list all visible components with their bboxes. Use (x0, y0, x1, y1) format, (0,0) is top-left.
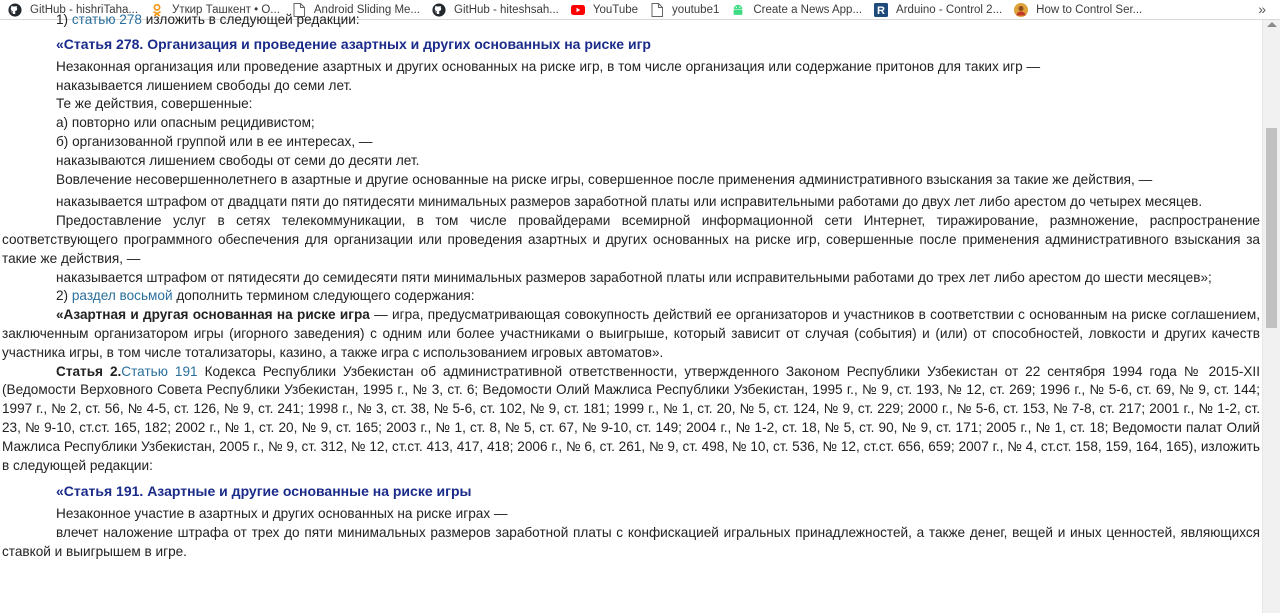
bookmark-label: youtube1 (672, 3, 720, 16)
item-1-line: 1) статью 278 изложить в следующей редакции: (56, 12, 360, 27)
section-eight-link[interactable]: раздел восьмой (71, 288, 173, 304)
bookmark-label: Android Sliding Me... (313, 3, 421, 16)
article-191-title: «Статья 191. Азартные и другие основанные на риске игры (56, 483, 472, 500)
article-278-link[interactable]: статью 278 (71, 12, 142, 27)
paragraph: Предоставление услуг в сетях телекоммуникации, в том числе провайдерами всемирной информационной сети Интернет, тиражирование, размножение, распространение соответствующего программного обеспечения для организации или проведения азартных и других основанных на риске игр, совершенные после применения административного взыскания за такие же действия, — (2, 213, 1260, 266)
paragraph: Незаконное участие в азартных и других основанных на риске играх — (56, 506, 508, 522)
bookmark-label: Create a News App... (753, 3, 863, 16)
gambling-term-definition: «Азартная и другая основанная на риске игра — игра, предусматривающая совокупность действий ее организаторов и участников в соответствии с основанным на риске соглашением, заключенным организатором игры (игорного заведения) с одним или более участниками о выигрыше, который зависит от случая (события) и (или) от способностей, ловкости и других качеств участника игры, в том числе тотализаторы, казино, а также игра с использованием игровых автоматов». (2, 307, 1260, 360)
article-2-paragraph: Статья 2.Статью 191 Кодекса Республики Узбекистан об административной ответственности, утвержденного Законом Республики Узбекистан от 22 сентября 1994 года № 2015-XII (Ведомости Верховного Совета Республики Узбекистан, 1995 г., № 3, ст. 6; Ведомости Олий Мажлиса Республики Узбекистан, 1995 г., № 9, ст. 193, № 12, ст. 269; 1996 г., № 5-6, ст. 69, № 9, ст. 144; 1997 г., № 2, ст. 56, № 4-5, ст. 126, № 9, ст. 241; 1998 г., № 3, ст. 38, № 5-6, ст. 102, № 9, ст. 181; 1999 г., № 1, ст. 20, № 5, ст. 124, № 9, ст. 229; 2000 г., № 5-6, ст. 153, № 7-8, ст. 217; 2001 г., № 1-2, ст. 23, № 9-10, ст.ст. 165, 182; 2002 г., № 1, ст. 20, № 9, ст. 165; 2003 г., № 1, ст. 8, № 5, ст. 67, № 9-10, ст. 149; 2004 г., № 1-2, ст. 18, № 5, ст. 90, № 9, ст. 171; 2005 г., № 1, ст. 18; Ведомости палат Олий Мажлиса Республики Узбекистан, 2005 г., № 9, ст. 312, № 12, ст.ст. 413, 417, 418; 2006 г., № 6, ст. 261, № 9, ст. 498, № 10, ст. 536, № 12, ст.ст. 656, 659; 2007 г., № 4, ст.ст. 158, 159, 164, 165), изложить в следующей редакции: (2, 363, 1260, 473)
bookmark-label: Arduino - Control 2... (896, 3, 1003, 16)
scroll-up-arrow-icon[interactable] (1267, 22, 1277, 27)
paragraph: б) организованной группой или в ее интересах, — (56, 133, 373, 149)
paragraph: наказывается лишением свободы до семи лет. (56, 77, 353, 93)
bookmark-label: How to Control Ser... (1036, 3, 1143, 16)
vertical-scrollbar[interactable] (1262, 20, 1280, 613)
item-2-line: 2) раздел восьмой дополнить термином следующего содержания: (56, 288, 475, 304)
paragraph: Те же действия, совершенные: (56, 96, 253, 112)
bookmark-label: GitHub - hishriTaha... (30, 3, 139, 16)
paragraph: наказывается штрафом от пятидесяти до семидесяти пяти минимальных размеров заработной платы или исправительными работами до трех лет либо арестом до шести месяцев»; (56, 269, 1212, 285)
article-191-link[interactable]: Статью 191 (121, 363, 198, 379)
paragraph: наказываются лишением свободы от семи до десяти лет. (56, 152, 420, 168)
paragraph: Вовлечение несовершеннолетнего в азартные и другие основанные на риске игры, совершенное после применения административного взыскания за такие же действия, — (56, 171, 1153, 187)
paragraph: Незаконная организация или проведение азартных и других основанных на риске игр, в том числе организация или содержание притонов для таких игр — (56, 58, 1041, 74)
bookmarks-overflow-icon[interactable]: » (1258, 1, 1266, 17)
bookmark-label: Уткир Ташкент • О... (172, 3, 280, 16)
bookmark-label: YouTube (592, 3, 639, 16)
bookmark-label: GitHub - hiteshsah... (454, 3, 559, 16)
scrollbar-thumb[interactable] (1266, 128, 1277, 328)
paragraph: наказывается штрафом от двадцати пяти до пятидесяти минимальных размеров заработной платы или исправительными работами до двух лет либо арестом до четырех месяцев. (56, 194, 1203, 210)
svg-text:R: R (877, 4, 886, 17)
paragraph: влечет наложение штрафа от трех до пяти минимальных размеров заработной платы с конфискацией игральных принадлежностей, а также денег, вещей и иных ценностей, являющихся ставкой и выигрышем в игре. (2, 525, 1260, 559)
paragraph: а) повторно или опасным рецидивистом; (56, 115, 315, 131)
document-content (0, 12, 1262, 613)
article-278-title: «Статья 278. Организация и проведение азартных и других основанных на риске игр (56, 35, 651, 52)
